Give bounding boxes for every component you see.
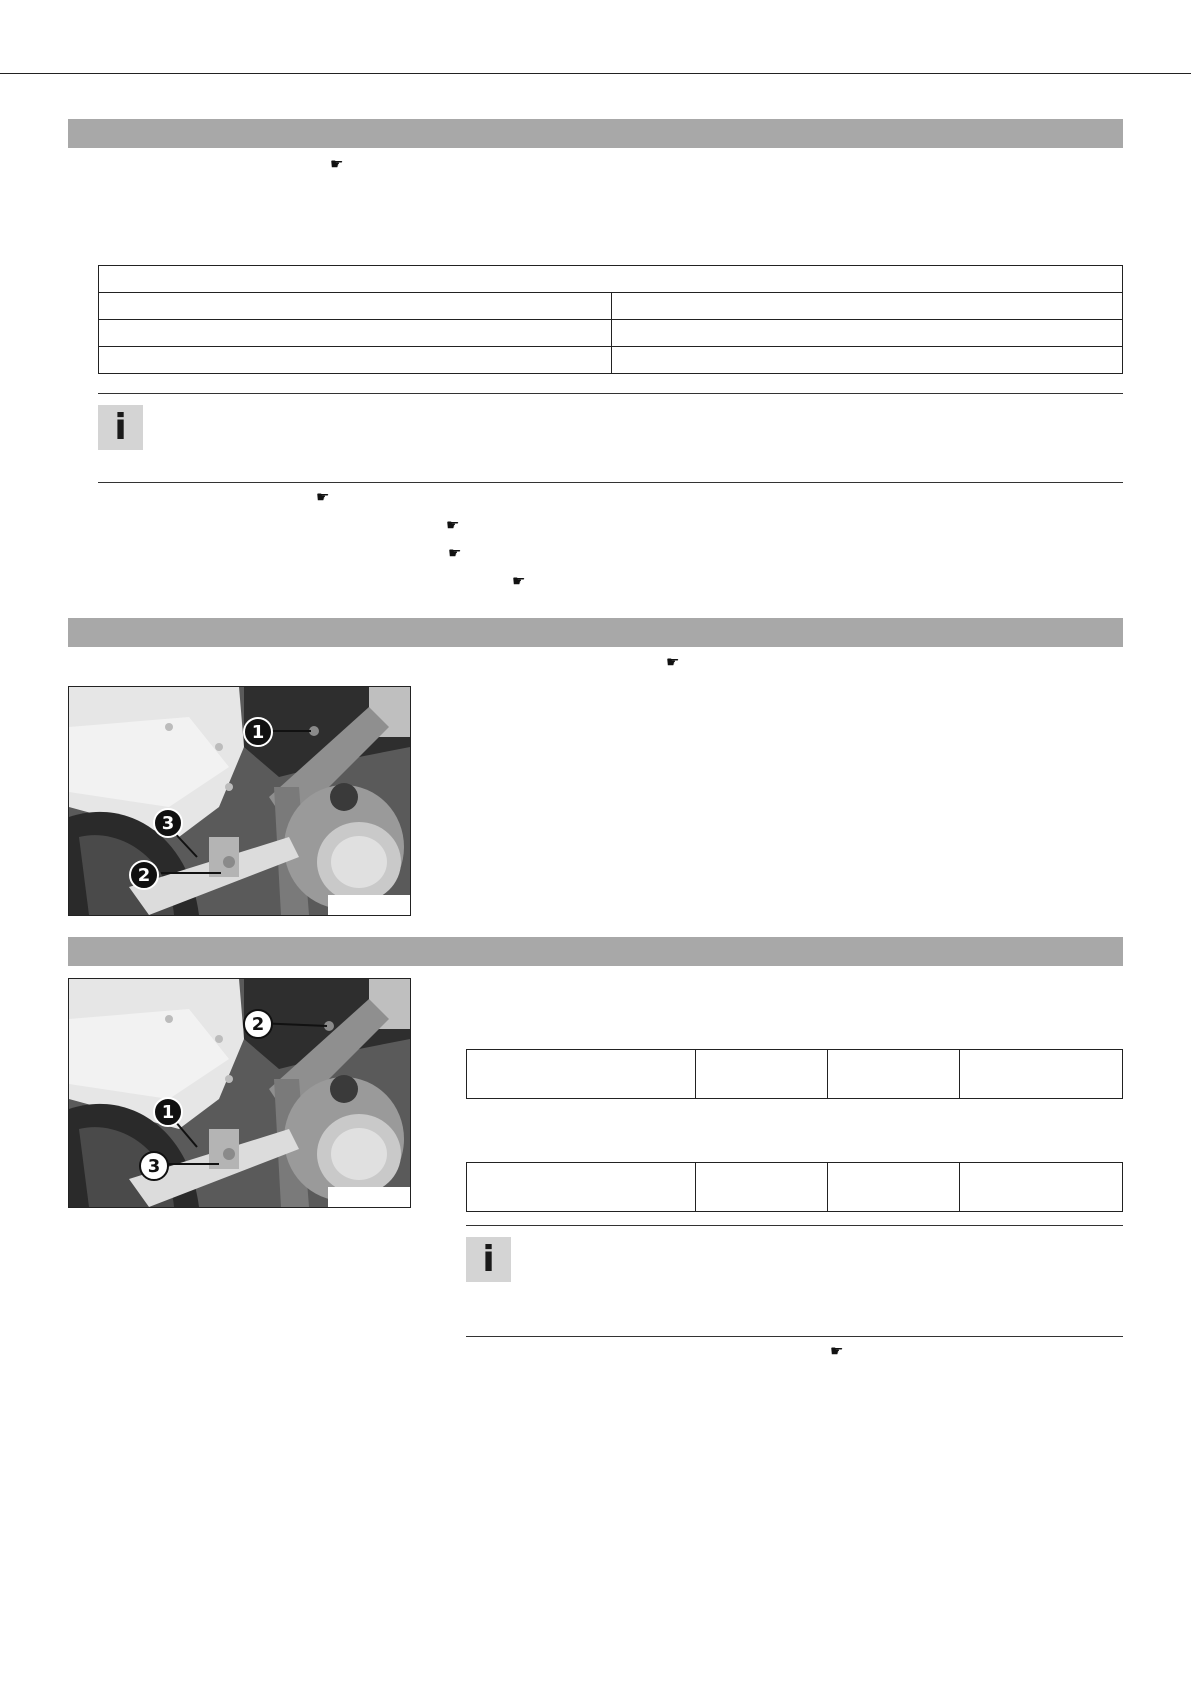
table-cell <box>99 266 1123 293</box>
motorcycle-photo-1 <box>68 686 411 916</box>
photo-illustration <box>69 979 410 1207</box>
table-cell <box>696 1050 828 1099</box>
callout-number: 2 <box>243 1009 273 1039</box>
cross-reference-icon[interactable]: ☛ <box>512 573 526 590</box>
figure-label-box <box>328 895 410 915</box>
info-icon: i <box>466 1237 511 1282</box>
cross-reference-icon[interactable]: ☛ <box>666 654 680 671</box>
table-cell <box>467 1163 696 1212</box>
table-row <box>467 1050 1123 1099</box>
table-row <box>99 293 1123 320</box>
table-row <box>99 320 1123 347</box>
figure-label-box <box>328 1187 410 1207</box>
spec-table <box>98 265 1123 374</box>
callout-number: 3 <box>153 808 183 838</box>
table-cell <box>960 1050 1123 1099</box>
cross-reference-icon[interactable]: ☛ <box>316 489 330 506</box>
note-top-rule <box>98 393 1123 394</box>
section-heading-bar-3 <box>68 937 1123 966</box>
callout-number: 1 <box>243 717 273 747</box>
note-bottom-rule <box>98 482 1123 483</box>
info-icon: i <box>98 405 143 450</box>
motorcycle-photo-2 <box>68 978 411 1208</box>
header-rule <box>0 73 1191 74</box>
cross-reference-icon[interactable]: ☛ <box>448 545 462 562</box>
table-cell <box>99 293 612 320</box>
note-top-rule <box>466 1225 1123 1226</box>
table-cell <box>467 1050 696 1099</box>
photo-illustration <box>69 687 410 915</box>
note-bottom-rule <box>466 1336 1123 1337</box>
table-cell <box>612 293 1123 320</box>
section-heading-bar-1 <box>68 119 1123 148</box>
callout-number: 3 <box>139 1151 169 1181</box>
torque-table-1 <box>466 1049 1123 1099</box>
table-row <box>99 347 1123 374</box>
cross-reference-icon[interactable]: ☛ <box>330 156 344 173</box>
table-cell <box>696 1163 828 1212</box>
table-cell <box>612 320 1123 347</box>
table-cell <box>828 1163 960 1212</box>
table-cell <box>960 1163 1123 1212</box>
table-row <box>467 1163 1123 1212</box>
callout-number: 2 <box>129 860 159 890</box>
torque-table-2 <box>466 1162 1123 1212</box>
cross-reference-icon[interactable]: ☛ <box>830 1343 844 1360</box>
table-row <box>99 266 1123 293</box>
table-cell <box>612 347 1123 374</box>
table-cell <box>99 347 612 374</box>
cross-reference-icon[interactable]: ☛ <box>446 517 460 534</box>
callout-number: 1 <box>153 1097 183 1127</box>
section-heading-bar-2 <box>68 618 1123 647</box>
table-cell <box>99 320 612 347</box>
table-cell <box>828 1050 960 1099</box>
